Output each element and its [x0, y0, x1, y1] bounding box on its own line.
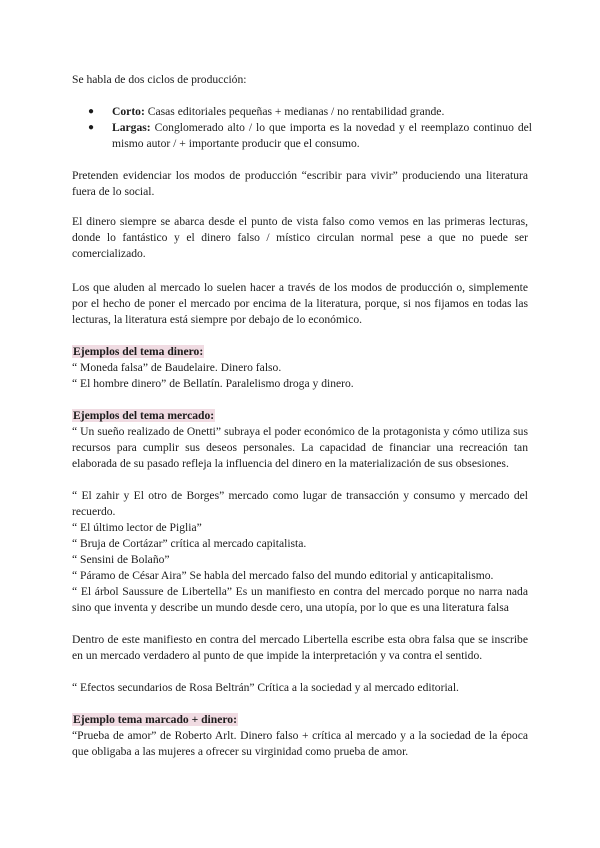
paragraph: Pretenden evidenciar los modos de producción “escribir para vivir” produciendo una literatura fuera de lo social. — [72, 169, 528, 198]
bullet-icon: ● — [88, 106, 95, 117]
list-item: “ El árbol Saussure de Libertella” Es un manifiesto en contra del mercado porque no narra nada sino que inventa y describe un mundo desde cero, una utopía, por lo que es una literatura falsa — [72, 585, 528, 614]
list-item: “ Un sueño realizado de Onetti” subraya el poder económico de la protagonista y cómo utiliza sus recursos para cumplir sus deseos personales. La capacidad de financiar una recreación tan elaborada de su pasado refleja la influencia del dinero en la materialización de sus obsesiones. — [72, 425, 528, 470]
list-item: “ El último lector de Piglia” — [72, 521, 202, 534]
cycle-text: Conglomerado alto / lo que importa es la novedad y el reemplazo continuo del mismo autor / + importante producir que el consumo. — [112, 121, 532, 150]
cycle-largas — [112, 120, 532, 152]
list-item: “ Bruja de Cortázar” crítica al mercado capitalista. — [72, 537, 307, 550]
cycle-corto — [112, 104, 532, 120]
bullet-icon: ● — [88, 122, 95, 133]
paragraph: El dinero siempre se abarca desde el punto de vista falso como vemos en las primeras lecturas, donde lo fantástico y el dinero falso / místico circulan normal pese a que no puede ser comercializado. — [72, 215, 528, 260]
section-heading — [72, 344, 204, 360]
heading-highlight: Ejemplo tema marcado + dinero: — [73, 713, 237, 726]
list-item: “ Moneda falsa” de Baudelaire. Dinero falso. — [72, 361, 282, 374]
cycle-label: Largas: — [112, 121, 151, 134]
list-item: “ El hombre dinero” de Bellatín. Paralelismo droga y dinero. — [72, 377, 354, 390]
paragraph: “Prueba de amor” de Roberto Arlt. Dinero falso + crítica al mercado y a la sociedad de la época que obligaba a las mujeres a ofrecer su virginidad como prueba de amor. — [72, 729, 528, 758]
paragraph: Los que aluden al mercado lo suelen hacer a través de los modos de producción o, simplemente por el hecho de poner el mercado por encima de la literatura, porque, si nos fijamos en todas las lecturas, la literatura está siempre por debajo de lo económico. — [72, 281, 528, 326]
cycle-label: Corto: — [112, 105, 145, 118]
list-item: “ Páramo de César Aira” Se habla del mercado falso del mundo editorial y anticapitalismo. — [72, 569, 494, 582]
cycle-text: Casas editoriales pequeñas + medianas / no rentabilidad grande. — [144, 105, 445, 118]
section-heading — [72, 408, 215, 424]
list-item: “ Efectos secundarios de Rosa Beltrán” Crítica a la sociedad y al mercado editorial. — [72, 681, 459, 694]
heading-highlight: Ejemplos del tema mercado: — [73, 409, 215, 422]
section-heading — [72, 712, 238, 728]
list-item: “ El zahir y El otro de Borges” mercado como lugar de transacción y consumo y mercado del recuerdo. — [72, 489, 528, 518]
intro-line: Se habla de dos ciclos de producción: — [72, 73, 247, 86]
list-item: “ Sensini de Bolaño” — [72, 553, 170, 566]
list-item: Dentro de este manifiesto en contra del mercado Libertella escribe esta obra falsa que se inscribe en un mercado verdadero al punto de que impide la interpretación y va contra el sentido. — [72, 633, 528, 662]
heading-highlight: Ejemplos del tema dinero: — [73, 345, 204, 358]
